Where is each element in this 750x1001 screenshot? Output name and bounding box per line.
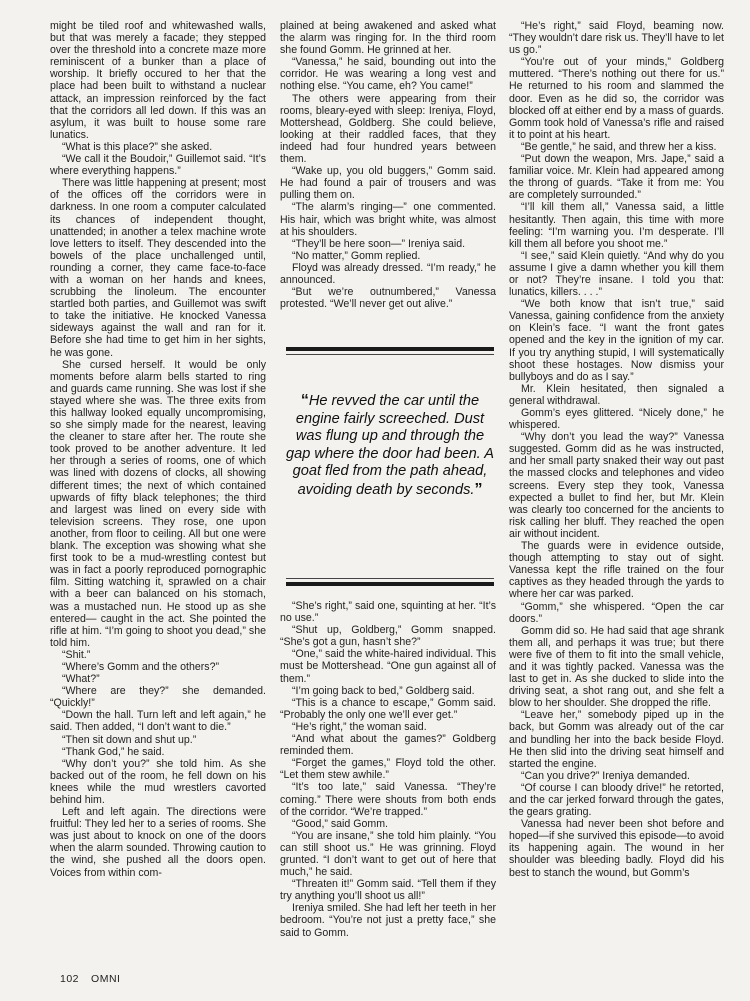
paragraph: Vanessa had never been shot before and hoped—if she survived this episode—to avoid its happening again. The wound in her shoulder was bleeding badly. Floyd did his best to stanch the wound, but Gomm’s: [509, 818, 724, 879]
paragraph: “Leave her,” somebody piped up in the back, but Gomm was already out of the car and bundling her into the back beside Floyd. He then slid into the driving seat himself and started the engine.: [509, 709, 724, 770]
paragraph: “Vanessa,” he said, bounding out into the corridor. He was wearing a long vest and nothing else. “You came, eh? You came!”: [280, 56, 496, 93]
paragraph: “What is this place?” she asked.: [62, 140, 213, 153]
paragraph: “No matter,” Gomm replied.: [292, 249, 421, 262]
paragraph: The guards were in evidence outside, though attempting to stay out of sight. Vanessa kept the rifle trained on the four captives as they headed through the yards to where her car was parked.: [509, 540, 724, 601]
paragraph: “Down the hall. Turn left and left again,” he said. Then added, “I don’t want to die.”: [50, 709, 266, 734]
paragraph: “But we’re outnumbered,” Vanessa protested. “We’ll never get out alive.”: [280, 286, 496, 311]
paragraph: Floyd was already dressed. “I’m ready,” he announced.: [280, 261, 496, 286]
paragraph: “We call it the Boudoir,” Guillemot said. “It’s where everything happens.”: [50, 153, 266, 178]
paragraph: “It’s too late,” said Vanessa. “They’re coming.” There were shouts from both ends of the corridor. “We’re trapped.”: [280, 781, 496, 818]
paragraph: “One,” said the white-haired individual. This must be Mottershead. “One gun against all of them.”: [280, 648, 496, 685]
column-1: [50, 20, 266, 988]
paragraph: “And what about the games?” Goldberg reminded them.: [280, 733, 496, 758]
paragraph: Ireniya smiled. She had left her teeth in her bedroom. “You’re not just a pretty face,” she said to Gomm.: [280, 902, 496, 939]
paragraph: “Can you drive?” Ireniya demanded.: [521, 769, 691, 782]
page-number: 102: [60, 973, 80, 985]
paragraph: “I see,” said Klein quietly. “And why do you assume I give a damn whether you kill them or not? They’re insane. I told you that: lunatics, killers. . . .”: [509, 249, 724, 299]
paragraph: “Threaten it!” Gomm said. “Tell them if they try anything you’ll shoot us all!”: [280, 878, 496, 903]
pull-quote-top-thin-rule: [286, 354, 494, 355]
folio: [60, 973, 132, 985]
paragraph: The others were appearing from their rooms, bleary-eyed with sleep: Ireniya, Floyd, Mottershead, Goldberg. She could believe, looking at their raddled faces, that they indeed had four hundred years between them.: [280, 92, 496, 166]
paragraph: Gomm did so. He had said that age shrank them all, and perhaps it was true; but there were five of them to fit into the small vehicle, and it was tightly packed. Vanessa was the last to get in. As she ducked to slide into the driving seat, a shot rang out, and she felt a blow to her shoulder. She dropped the rifle.: [509, 624, 724, 710]
paragraph: plained at being awakened and asked what the alarm was ringing for. In the third room she found Gomm. He grinned at her.: [280, 20, 496, 57]
magazine-name: OMNI: [91, 973, 121, 985]
paragraph: She cursed herself. It would be only moments before alarm bells started to ring and guards came running. She was lost if she stayed where she was. The three exits from this hallway looked equally uncompromising, so she simply made for the nearest, leaving the cleaner to stare after her. The route she took proved to be another adventure. It led her through a series of rooms, one of which was lined with dozens of clocks, all showing different times; the next of which contained upwards of fifty black telephones; the third and largest was lined on every side with television screens. They rose, one upon another, from floor to ceiling. All but one were blank. The exception was showing what she first took to be a mud-wrestling contest but was in fact a poorly reproduced pornographic film. Sitting watching it, sprawled on a chair with a beer can balanced on his stomach, was a mustached nun. He stood up as she entered— caught in the act. She pointed the rifle at him. “I’m going to shoot you dead,” she told him.: [50, 358, 266, 649]
pull-quote: [286, 392, 494, 500]
paragraph: might be tiled roof and whitewashed walls, but that was merely a facade; they stepped over the threshold into a concrete maze more reminiscent of a bunker than a place of worship. It briefly occured to her that the place had been built to withstand a nuclear attack, an impression reinforced by the fact that the corridors all led down. If this was an asylum, it was built to house some rare lunatics.: [50, 20, 266, 141]
paragraph: “Where are they?” she demanded. “Quickly!”: [50, 685, 266, 710]
paragraph: “She’s right,” said one, squinting at her. “It’s no use.”: [280, 600, 496, 625]
paragraph: “Of course I can bloody drive!” he retorted, and the car jerked forward through the gates, the gears grating.: [509, 781, 724, 819]
quote-close-mark: ”: [474, 480, 483, 498]
paragraph: “I’m going back to bed,” Goldberg said.: [292, 684, 475, 697]
pull-quote-bottom-thin-rule: [286, 578, 494, 579]
paragraph: “Thank God,” he said.: [62, 745, 165, 758]
paragraph: “This is a chance to escape,” Gomm said. “Probably the only one we’ll ever get.”: [280, 696, 496, 721]
paragraph: “Shit.”: [62, 648, 91, 661]
pull-quote-text: He revved the car until the engine fairly screeched. Dust was flung up and through the gap where the door had been. A goat fled from the path ahead, avoiding death by seconds.: [286, 393, 494, 498]
paragraph: “We both know that isn’t true,” said Vanessa, gaining confidence from the anxiety on Klein’s face. “I want the front gates opened and the key in the ignition of my car. If you try anything stupid, I will systematically shoot these hostages. Now dismiss your bullyboys and do as I say.”: [509, 298, 724, 383]
paragraph: “Where’s Gomm and the others?”: [62, 660, 220, 673]
paragraph: “He’s right,” the woman said.: [292, 720, 427, 733]
paragraph: Mr. Klein hesitated, then signaled a general withdrawal.: [509, 382, 724, 407]
paragraph: “Good,” said Gomm.: [292, 817, 388, 830]
column-2-bottom: [280, 600, 496, 955]
paragraph: “You are insane,” she told him plainly. “You can still shoot us.” He was grinning. Floyd grunted. “I don’t want to get out of here that much,” he said.: [280, 829, 496, 879]
paragraph: “Shut up, Goldberg,” Gomm snapped. “She’s got a gun, hasn’t she?”: [280, 624, 496, 649]
paragraph: “They’ll be here soon—” Ireniya said.: [292, 237, 466, 250]
paragraph: “You’re out of your minds,” Goldberg muttered. “There’s nothing out there for us.” He returned to his room and slammed the door. Even as he did so, the corridor was blocked off at either end by a mass of guards. Gomm took hold of Vanessa’s rifle and raised it to point at his heart.: [509, 56, 724, 141]
paragraph: “Why don’t you?” she told him. As she backed out of the room, he fell down on his knees while the mud wrestlers cavorted behind him.: [50, 757, 266, 806]
column-3: [509, 20, 724, 980]
paragraph: “Why don’t you lead the way?” Vanessa suggested. Gomm did as he was instructed, and her small party snaked their way out past the massed clocks and telephones and video screens. Every step they took, Vanessa expected a bullet to find her, but Mr. Klein was clearly too concerned for the ancients to risk calling her bluff. They reached the open air without incident.: [509, 431, 724, 540]
paragraph: There was little happening at present; most of the offices off the corridors were in darkness. In one room a computer calculated its chances of independent thought, unattended; in another a telex machine wrote love letters to itself. They descended into the bowels of the place unchallenged until, rounding a corner, they came face-to-face with a woman on her hands and knees, scrubbing the linoleum. The encounter startled both parties, and Guillemot was swift to take the initiative. He knocked Vanessa sideways against the wall and ran for it. Before she had time to get him in her sights, he was gone.: [50, 177, 266, 359]
paragraph: “What?”: [62, 673, 100, 686]
quote-open-mark: “: [300, 392, 309, 409]
pull-quote-top-rule: [286, 347, 494, 351]
paragraph: “I’ll kill them all,” Vanessa said, a little hesitantly. Then again, this time with more feeling: “I’m warning you. I’m desperate. I’ll kill them all before you shoot me.”: [509, 201, 724, 250]
paragraph: “He’s right,” said Floyd, beaming now. “They wouldn’t dare risk us. They’ll have to let us go.”: [509, 20, 724, 57]
paragraph: “Forget the games,” Floyd told the other. “Let them stew awhile.”: [280, 757, 496, 782]
paragraph: “Put down the weapon, Mrs. Jape,” said a familiar voice. Mr. Klein had appeared among the throng of guards. “Take it from me: You are completely surrounded.”: [509, 153, 724, 202]
paragraph: Gomm’s eyes glittered. “Nicely done,” he whispered.: [509, 407, 724, 432]
paragraph: “Be gentle,” he said, and threw her a kiss.: [521, 140, 717, 153]
paragraph: “Wake up, you old buggers,” Gomm said. He had found a pair of trousers and was pulling them on.: [280, 165, 496, 202]
paragraph: “Gomm,” she whispered. “Open the car doors.”: [509, 600, 724, 625]
column-2-top: [280, 20, 496, 340]
paragraph: “Then sit down and shut up.”: [62, 733, 197, 746]
pull-quote-bottom-rule: [286, 582, 494, 586]
paragraph: “The alarm’s ringing—” one commented. His hair, which was bright white, was almost at his shoulders.: [280, 201, 496, 238]
paragraph: Left and left again. The directions were fruitful: They led her to a series of rooms. She was just about to knock on one of the doors when the alarm sounded. Throwing caution to the wind, she pushed all the doors open. Voices from within com-: [50, 806, 266, 879]
